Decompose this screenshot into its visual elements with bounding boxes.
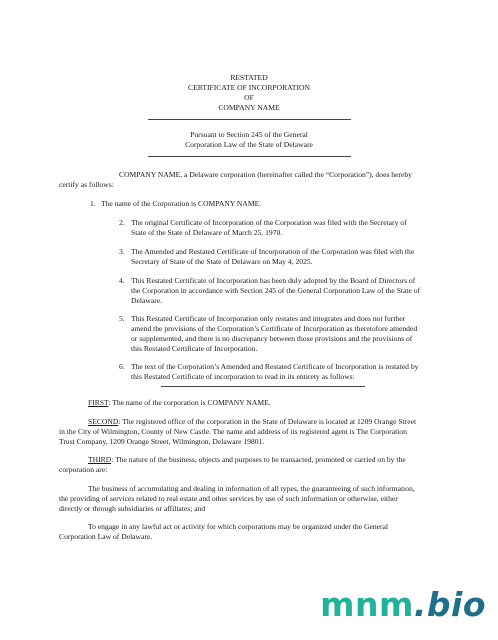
pursuant-divider (148, 156, 351, 157)
article-second-line-1: : The registered office of the corporation in the State of Delaware is located at 1209 Orange Street (118, 417, 417, 426)
pursuant-line-1: Pursuant to Section 245 of the General (190, 130, 308, 139)
article-third-line-2: corporation are: (59, 465, 108, 474)
business-line-3: directly or through subsidiaries or affiliates; and (59, 504, 206, 513)
item-1-text: The name of the Corporation is COMPANY NAME. (101, 199, 262, 208)
item-6-number: 6. (119, 362, 125, 371)
intro-line-2: certify as follows: (59, 180, 114, 189)
item-6-divider (161, 386, 365, 387)
article-second-line-3: Trust Company, 1209 Orange Street, Wilmington, Delaware 19801. (59, 437, 265, 446)
article-third-label: THIRD (88, 455, 112, 464)
item-4-line-2: the Corporation in accordance with Section 245 of the General Corporation Law of the State of (131, 286, 421, 295)
article-first-text: : The name of the corporation is COMPANY NAME. (108, 398, 271, 407)
item-3-line-1: The Amended and Restated Certificate of Incorporation of the Corporation was filed with the (131, 247, 415, 256)
header-divider (148, 119, 351, 120)
item-5-line-1: This Restated Certificate of Incorporation only restates and integrates and does not further (131, 314, 406, 323)
article-third (88, 455, 406, 464)
item-5-line-3: or supplemented, and there is no discrepancy between those provisions and the provisions of (131, 334, 413, 343)
item-5-line-4: this Restated Certificate of Incorporation. (131, 344, 258, 353)
title-line-restated: RESTATED (230, 73, 268, 82)
article-third-line-1: : The nature of the business, objects and purposes to be transacted, promoted or carried on by the (111, 455, 406, 464)
title-line-company-name: COMPANY NAME (218, 103, 280, 112)
item-3-line-2: Secretary of State of the State of Delaware on May 4, 2025. (131, 257, 313, 266)
intro-line-1: COMPANY NAME, a Delaware corporation (hereinafter called the “Corporation”), does hereby (119, 170, 412, 179)
item-5-line-2: amend the provisions of the Corporation’s Certificate of Incorporation as theretofore amended (131, 324, 418, 333)
mnm-bio-watermark-logo (320, 585, 486, 625)
article-first (88, 398, 271, 407)
title-line-of: OF (244, 93, 254, 102)
business-line-1: The business of accumulating and dealing in information of all types, the guaranteeing of such information, (88, 484, 415, 493)
item-1-number: 1. (90, 199, 96, 208)
item-2-number: 2. (119, 218, 125, 227)
item-2-line-2: State of the State of Delaware of March 25, 1970. (131, 228, 283, 237)
item-5-number: 5. (119, 314, 125, 323)
item-2-line-1: The original Certificate of Incorporation of the Corporation was filed with the Secretary of (131, 218, 407, 227)
watermark-part-bio: .bio (413, 585, 486, 624)
article-second-line-2: in the City of Wilmington, County of New Castle. The name and address of its registered agent is The Corporation (59, 427, 407, 436)
item-4-line-1: This Restated Certificate of Incorporation has been duly adopted by the Board of Directors of (131, 276, 416, 285)
watermark-part-mnm: mnm (320, 585, 414, 624)
pursuant-line-2: Corporation Law of the State of Delaware (185, 140, 313, 149)
article-first-label: FIRST (88, 398, 109, 407)
item-6-line-2: this Restated Certificate of incorporation to read in its entirety as follows: (131, 372, 355, 381)
title-line-certificate: CERTIFICATE OF INCORPORATION (188, 83, 310, 92)
article-second-label: SECOND (88, 417, 119, 426)
item-6-line-1: The text of the Corporation’s Amended and Restated Certificate of Incorporation is restated by (131, 362, 419, 371)
item-3-number: 3. (119, 247, 125, 256)
lawful-line-1: To engage in any lawful act or activity for which corporations may be organized under the General (88, 522, 389, 531)
item-4-number: 4. (119, 276, 125, 285)
item-4-line-3: Delaware. (131, 296, 162, 305)
business-line-2: the providing of services related to real estate and other services by use of such information or otherwise, either (59, 494, 398, 503)
lawful-line-2: Corporation Law of Delaware. (59, 532, 153, 541)
article-second (88, 417, 416, 426)
